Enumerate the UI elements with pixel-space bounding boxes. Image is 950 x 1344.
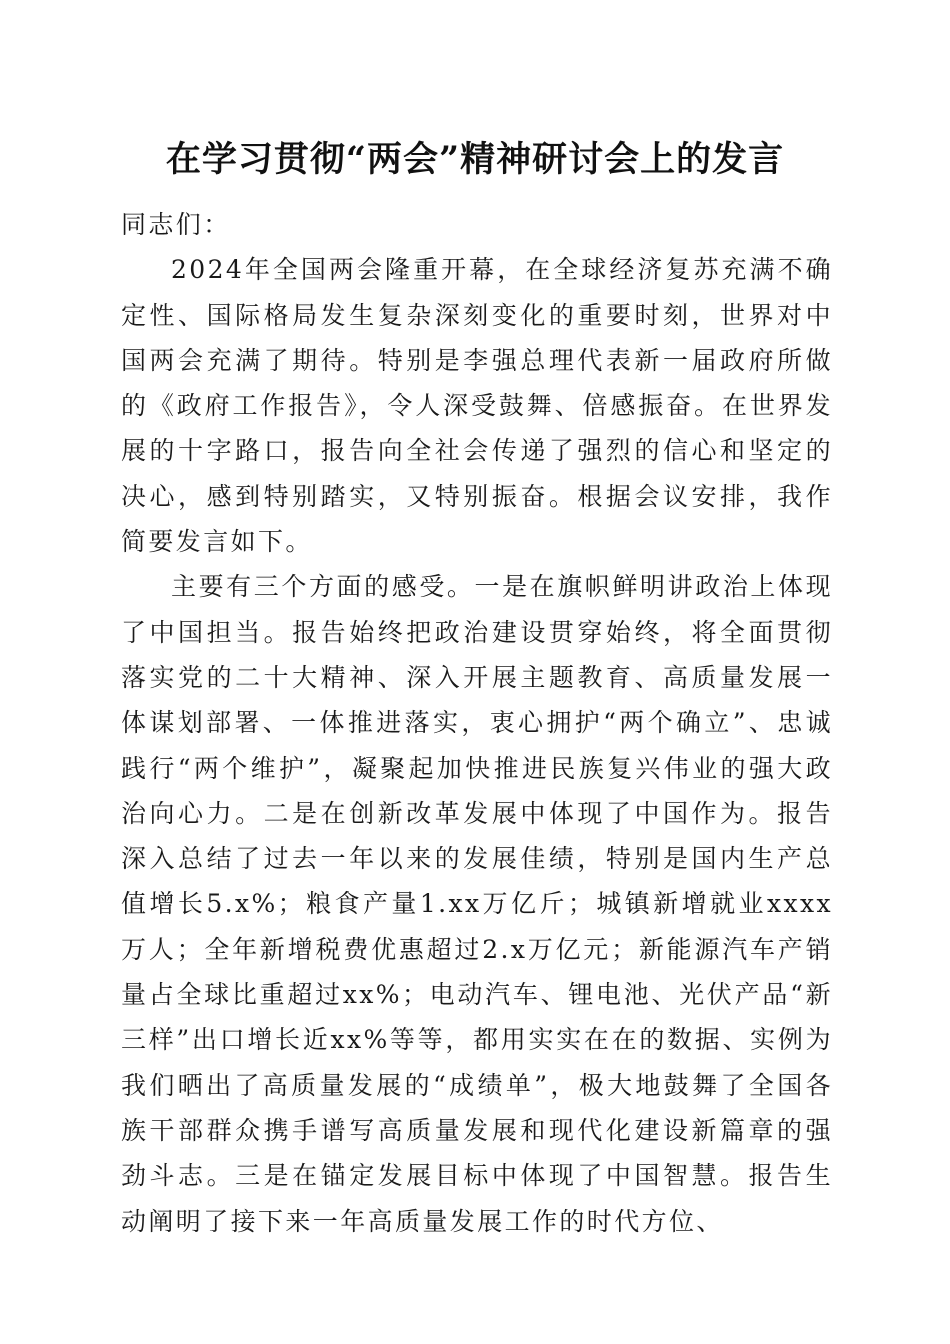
paragraph-1: 2024年全国两会隆重开幕，在全球经济复苏充满不确定性、国际格局发生复杂深刻变化的重要时刻，世界对中国两会充满了期待。特别是李强总理代表新一届政府所做的《政府工作报告》，令人深受鼓舞、倍感振奋。在世界发展的十字路口，报告向全社会传递了强烈的信心和坚定的决心，感到特别踏实，又特别振奋。根据会议安排，我作简要发言如下。 [121, 255, 833, 557]
document-title: 在学习贯彻“两会”精神研讨会上的发言 [165, 139, 785, 180]
paragraph-2: 主要有三个方面的感受。一是在旗帜鲜明讲政治上体现了中国担当。报告始终把政治建设贯穿始终，将全面贯彻落实党的二十大精神、深入开展主题教育、高质量发展一体谋划部署、一体推进落实，衷心拥护“两个确立”、忠诚践行“两个维护”，凝聚起加快推进民族复兴伟业的强大政治向心力。二是在创新改革发展中体现了中国作为。报告深入总结了过去一年以来的发展佳绩，特别是国内生产总值增长5.x%；粮食产量1.xx万亿斤；城镇新增就业xxxx万人；全年新增税费优惠超过2.x万亿元；新能源汽车产销量占全球比重超过xx%；电动汽车、锂电池、光伏产品“新三样”出口增长近xx%等等，都用实实在在的数据、实例为我们晒出了高质量发展的“成绩单”，极大地鼓舞了全国各族干部群众携手谱写高质量发展和现代化建设新篇章的强劲斗志。三是在锚定发展目标中体现了中国智慧。报告生动阐明了接下来一年高质量发展工作的时代方位、 [121, 572, 833, 1236]
document-body [121, 202, 833, 1244]
salutation: 同志们： [121, 210, 231, 239]
